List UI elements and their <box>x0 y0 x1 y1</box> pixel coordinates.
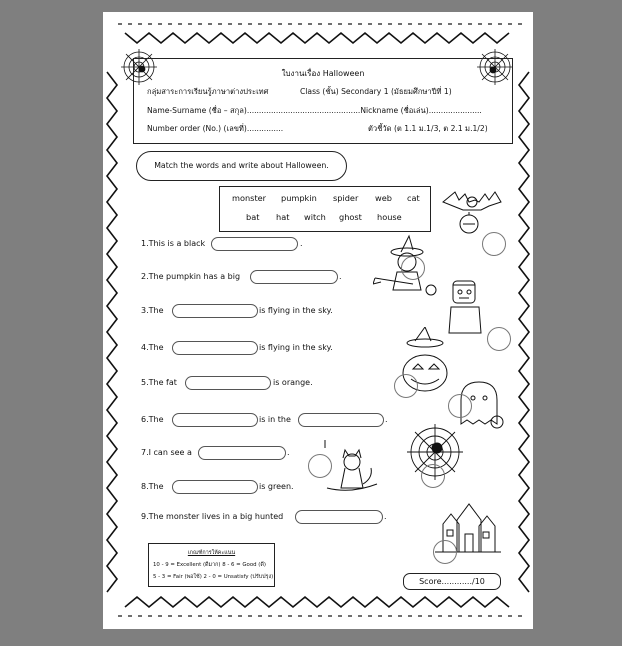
answer-blank-6b[interactable] <box>298 413 384 427</box>
subject-label: กลุ่มสาระการเรียนรู้ภาษาต่างประเทศ <box>147 87 269 96</box>
question-6-mid: is in the <box>259 415 291 424</box>
name-field[interactable]: Name-Surname (ชื่อ – สกุล)...............................................Nickname (ชื่อเล่น)...................... <box>147 106 482 115</box>
rubric-line-1: 10 - 9 = Excellent (ดีมาก) 8 - 6 = Good (ดี) <box>153 562 266 568</box>
question-3-text: 3.The <box>141 306 164 315</box>
word-bank-item: ghost <box>339 212 362 222</box>
word-bank <box>219 186 431 232</box>
score-box: Score............/10 <box>403 573 501 590</box>
question-5-text: 5.The fat <box>141 378 177 387</box>
question-1-end: . <box>300 239 303 248</box>
question-9-text: 9.The monster lives in a big hunted <box>141 512 284 521</box>
worksheet-page <box>103 12 533 629</box>
word-bank-item: bat <box>246 212 260 222</box>
word-bank-item: pumpkin <box>281 193 317 203</box>
question-2-text: 2.The pumpkin has a big <box>141 272 241 281</box>
question-1-text: 1.This is a black <box>141 239 206 248</box>
question-8-end: is green. <box>259 482 294 491</box>
question-5-end: is orange. <box>273 378 313 387</box>
question-4-text: 4.The <box>141 343 164 352</box>
question-6-text: 6.The <box>141 415 164 424</box>
answer-circle[interactable] <box>487 327 511 351</box>
answer-blank-1[interactable] <box>211 237 298 251</box>
number-field[interactable]: Number order (No.) (เลขที่)............... <box>147 124 284 133</box>
word-bank-item: monster <box>232 193 267 203</box>
monster-icon <box>445 277 495 339</box>
answer-circle[interactable] <box>433 540 457 564</box>
indicator-label: ตัวชี้วัด (ต 1.1 ม.1/3, ต 2.1 ม.1/2) <box>368 124 488 133</box>
answer-blank-9[interactable] <box>295 510 383 524</box>
answer-circle[interactable] <box>401 256 425 280</box>
answer-circle[interactable] <box>421 464 445 488</box>
question-7-text: 7.I can see a <box>141 448 192 457</box>
scoring-rubric <box>148 543 275 587</box>
word-bank-item: cat <box>407 193 420 203</box>
question-7-end: . <box>287 448 290 457</box>
answer-circle[interactable] <box>394 374 418 398</box>
word-bank-item: witch <box>304 212 326 222</box>
word-bank-item: web <box>375 193 392 203</box>
rubric-line-2: 5 - 3 = Fair (พอใช้) 2 - 0 = Unsatisfy (ปรับปรุง) <box>153 574 274 580</box>
bat-icon <box>441 188 503 238</box>
worksheet-title: ใบงานเรื่อง Halloween <box>281 69 365 78</box>
word-bank-item: hat <box>276 212 290 222</box>
question-2-end: . <box>339 272 342 281</box>
answer-blank-4[interactable] <box>172 341 258 355</box>
question-6-end: . <box>385 415 388 424</box>
question-3-end: is flying in the sky. <box>259 306 333 315</box>
answer-blank-7[interactable] <box>198 446 286 460</box>
answer-circle[interactable] <box>308 454 332 478</box>
rubric-title: เกณฑ์การให้คะแนน <box>187 550 236 556</box>
header-box <box>133 58 513 144</box>
class-label: Class (ชั้น) Secondary 1 (มัธยมศึกษาปีที่ 1) <box>300 87 452 96</box>
answer-blank-3[interactable] <box>172 304 258 318</box>
answer-circle[interactable] <box>482 232 506 256</box>
answer-blank-6a[interactable] <box>172 413 258 427</box>
word-bank-item: house <box>377 212 402 222</box>
question-8-text: 8.The <box>141 482 164 491</box>
answer-blank-2[interactable] <box>250 270 338 284</box>
answer-circle[interactable] <box>448 394 472 418</box>
answer-blank-8[interactable] <box>172 480 258 494</box>
question-4-end: is flying in the sky. <box>259 343 333 352</box>
instruction: Match the words and write about Halloween. <box>136 151 347 181</box>
question-9-end: . <box>384 512 387 521</box>
word-bank-item: spider <box>333 193 359 203</box>
answer-blank-5[interactable] <box>185 376 271 390</box>
